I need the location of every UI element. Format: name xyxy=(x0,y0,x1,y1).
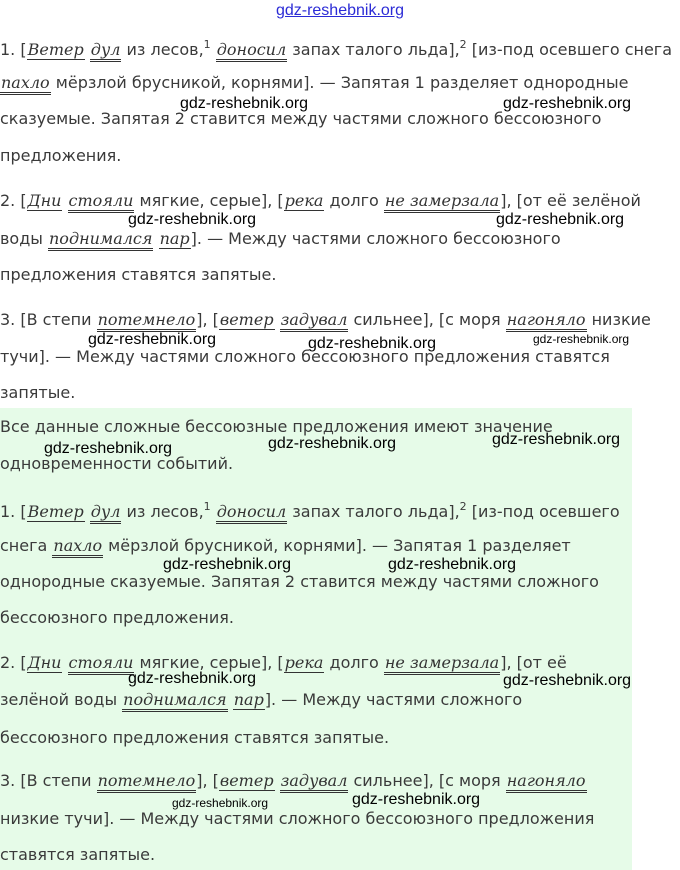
site-link[interactable]: gdz-reshebnik.org xyxy=(275,2,405,19)
subject-word: Дни xyxy=(27,653,62,672)
answer-2-line-1: 2. [Дни стояли мягкие, серые], [река долго не замерзала], [от её xyxy=(0,652,567,674)
sentence-3-line-1: 3. [В степи потемнело], [ветер задувал сильнее], [с моря нагоняло низкие xyxy=(0,309,651,331)
sentence-number: 1. [ xyxy=(0,40,27,59)
watermark: gdz-reshebnik.org xyxy=(492,431,621,448)
watermark: gdz-reshebnik.org xyxy=(163,556,292,573)
comma-index: 1 xyxy=(203,500,211,513)
sentence-3-line-3: запятые. xyxy=(0,383,76,402)
comma-index: 2 xyxy=(459,500,467,513)
comma-index: 2 xyxy=(459,38,467,51)
sentence-3-line-2: тучи]. — Между частями сложного бессоюзного предложения ставятся xyxy=(0,347,610,366)
subject-word: Ветер xyxy=(27,40,84,59)
predicate-word: пахло xyxy=(52,536,103,558)
answer-2-line-3: бессоюзного предложения ставятся запятые. xyxy=(0,728,390,747)
answer-2-line-2: зелёной воды поднимался пар]. — Между частями сложного xyxy=(0,689,522,711)
watermark: gdz-reshebnik.org xyxy=(44,440,173,457)
sentence-2-line-3: предложения ставятся запятые. xyxy=(0,265,277,284)
subject-word: река xyxy=(284,191,324,210)
predicate-word: стояли xyxy=(68,191,135,213)
watermark: gdz-reshebnik.org xyxy=(496,211,625,228)
predicate-word: нагоняло xyxy=(506,771,587,793)
watermark: gdz-reshebnik.org xyxy=(128,670,257,687)
sentence-2-line-1: 2. [Дни стояли мягкие, серые], [река долго не замерзала], [от её зелёной xyxy=(0,190,641,212)
answer-3-line-3: ставятся запятые. xyxy=(0,845,156,864)
watermark: gdz-reshebnik.org xyxy=(533,332,630,346)
predicate-word: пахло xyxy=(0,73,51,95)
comma-index: 1 xyxy=(203,38,211,51)
subject-word: Дни xyxy=(27,191,62,210)
answer-1-line-1: 1. [Ветер дул из лесов,$^1$ доносил запах талого льда],$^2$ [из-под осевшего xyxy=(0,496,620,523)
predicate-word: дул xyxy=(90,40,122,62)
predicate-word: поднимался xyxy=(48,229,153,251)
predicate-word: нагоняло xyxy=(506,310,587,332)
subject-word: река xyxy=(284,653,324,672)
watermark: gdz-reshebnik.org xyxy=(388,556,517,573)
intro-line-2: одновременности событий. xyxy=(0,454,234,473)
watermark: gdz-reshebnik.org xyxy=(268,435,397,452)
watermark: gdz-reshebnik.org xyxy=(172,796,269,810)
predicate-word: потемнело xyxy=(97,310,197,332)
predicate-word: потемнело xyxy=(97,771,197,793)
predicate-word: доносил xyxy=(216,502,287,524)
predicate-word: дул xyxy=(90,502,122,524)
answer-3-line-2: низкие тучи]. — Между частями сложного бессоюзного предложения xyxy=(0,809,595,828)
predicate-word: поднимался xyxy=(122,690,227,712)
watermark: gdz-reshebnik.org xyxy=(503,672,632,689)
answer-1-line-3: однородные сказуемые. Запятая 2 ставится между частями сложного xyxy=(0,572,599,591)
watermark: gdz-reshebnik.org xyxy=(308,335,437,352)
predicate-word: стояли xyxy=(68,653,135,675)
watermark: gdz-reshebnik.org xyxy=(88,331,217,348)
subject-word: пар xyxy=(233,690,264,709)
predicate-word: задувал xyxy=(280,771,349,793)
answer-highlight-block xyxy=(0,408,632,870)
predicate-word: задувал xyxy=(280,310,349,332)
predicate-word: не замерзала xyxy=(384,191,500,213)
intro-line-1: Все данные сложные бессоюзные предложения имеют значение xyxy=(0,417,553,436)
subject-word: ветер xyxy=(219,771,274,790)
subject-word: пар xyxy=(159,229,190,248)
watermark: gdz-reshebnik.org xyxy=(352,791,481,808)
sentence-2-line-2: воды поднимался пар]. — Между частями сложного бессоюзного xyxy=(0,228,561,250)
watermark: gdz-reshebnik.org xyxy=(503,95,632,112)
watermark: gdz-reshebnik.org xyxy=(180,95,309,112)
answer-1-line-4: бессоюзного предложения. xyxy=(0,608,234,627)
predicate-word: доносил xyxy=(216,40,287,62)
subject-word: Ветер xyxy=(27,502,84,521)
subject-word: ветер xyxy=(219,310,274,329)
watermark: gdz-reshebnik.org xyxy=(128,211,257,228)
predicate-word: не замерзала xyxy=(384,653,500,675)
sentence-1-line-3: сказуемые. Запятая 2 ставится между частями сложного бессоюзного xyxy=(0,109,602,128)
sentence-1-line-1: 1. [Ветер дул из лесов,$^1$ доносил запах талого льда],$^2$ [из-под осевшего снега xyxy=(0,34,672,61)
sentence-1-line-2: пахло мёрзлой брусникой, корнями]. — Запятая 1 разделяет однородные xyxy=(0,72,628,94)
answer-1-line-2: снега пахло мёрзлой брусникой, корнями]. — Запятая 1 разделяет xyxy=(0,535,571,557)
answer-3-line-1: 3. [В степи потемнело], [ветер задувал сильнее], [с моря нагоняло xyxy=(0,770,587,792)
sentence-1-line-4: предложения. xyxy=(0,146,122,165)
